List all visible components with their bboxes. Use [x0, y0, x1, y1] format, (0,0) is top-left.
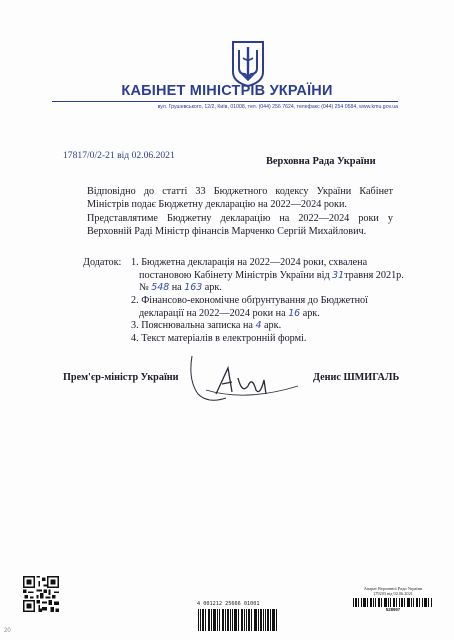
page-index: 20 — [4, 628, 11, 634]
attachment-text: арк. — [264, 320, 282, 331]
paragraph-line: Міністрів подає Бюджетну декларацію на 2022—2024 роки. — [87, 199, 347, 210]
handwritten-page-count: 4 — [255, 320, 262, 331]
handwritten-day: 31 — [332, 269, 345, 281]
paragraph-line: Представлятиме Бюджетну декларацію на 2022—2024 роки у — [87, 213, 393, 224]
attachment-item-1 — [131, 257, 404, 295]
signer-title: Прем'єр-міністр України — [63, 372, 179, 383]
outgoing-reference — [63, 150, 175, 161]
attachment-text: № — [139, 282, 149, 293]
stamp-barcode-icon — [353, 598, 433, 607]
handwritten-page-count: 163 — [184, 282, 203, 293]
addressee: Верховна Рада України — [266, 156, 376, 167]
attachment-text: 3. Пояснювальна записка на — [131, 320, 253, 331]
letterhead-rule — [52, 101, 398, 102]
handwritten-resolution-number: 548 — [151, 282, 170, 293]
attachment-item-2 — [131, 295, 368, 320]
org-address: вул. Грушевського, 12/2, Київ, 01008, тел. (044) 256 7624, телефакс (044) 254 0584, www.kmu.gov.ua — [157, 104, 398, 110]
attachment-text: травня 2021р. — [344, 269, 404, 281]
barcode-icon — [198, 609, 278, 631]
attachment-line — [131, 308, 368, 321]
registration-stamp — [353, 586, 433, 612]
signer-name: Денис ШМИГАЛЬ — [313, 372, 400, 383]
paragraph-presenter — [63, 212, 393, 238]
qr-code-icon — [23, 576, 59, 612]
org-name: КАБІНЕТ МІНІСТРІВ УКРАЇНИ — [121, 83, 333, 99]
attachment-text: постановою Кабінету Міністрів України від — [139, 269, 330, 281]
stamp-org: Апарат Верховної Ради України — [363, 586, 423, 591]
paragraph-submission — [63, 185, 393, 211]
attachment-line — [131, 282, 404, 295]
attachment-line: 1. Бюджетна декларація на 2022—2024 роки, схвалена — [131, 257, 368, 268]
attachment-text: арк. — [302, 307, 320, 319]
outgoing-date-prefix: від — [117, 150, 130, 161]
attachment-line: 2. Фінансово-економічне обґрунтування до Бюджетної — [131, 295, 368, 306]
paragraph-line: Відповідно до статті 33 Бюджетного кодексу України Кабінет — [87, 186, 393, 197]
stamp-number: 528997 — [385, 606, 401, 612]
attachment-line — [131, 270, 404, 283]
paragraph-line: Верховній Раді Міністр фінансів Марченко Сергій Михайлович. — [87, 226, 367, 237]
outgoing-date: 02.06.2021 — [131, 150, 175, 161]
state-emblem-icon — [230, 40, 266, 88]
attachment-text: декларації на 2022—2024 роки на — [139, 307, 286, 319]
attachment-item-3 — [131, 320, 281, 333]
outgoing-number: 17817/0/2-21 — [63, 150, 115, 161]
handwritten-signature — [186, 350, 301, 405]
handwritten-page-count: 16 — [288, 307, 301, 319]
barcode-digits: 4 001212 25666 01001 — [197, 601, 260, 607]
attachment-item-4: 4. Текст матеріалів в електронній формі. — [131, 333, 307, 344]
stamp-registration: 179203 від 02.06.2021 — [373, 591, 413, 597]
attachment-text: на — [171, 282, 182, 293]
attachments-label: Додаток: — [83, 257, 122, 268]
attachment-text: арк. — [204, 282, 222, 293]
